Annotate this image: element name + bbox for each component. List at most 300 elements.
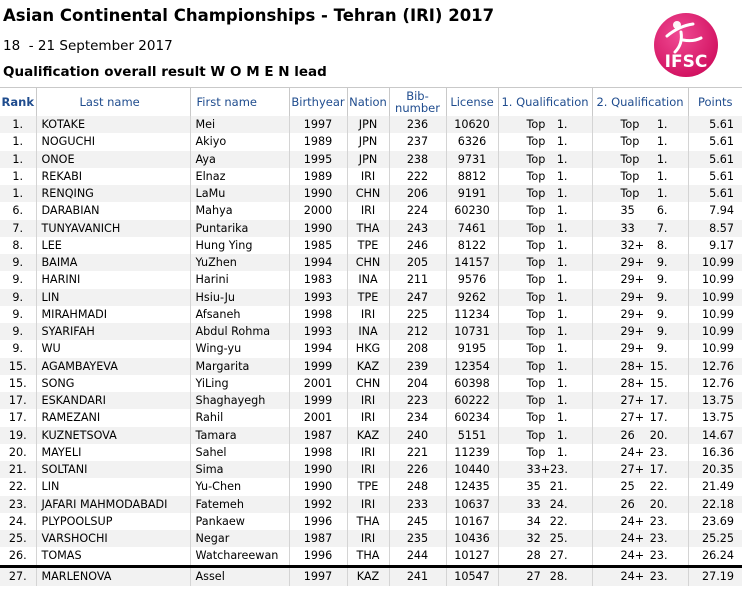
rank-cell: 9. — [0, 271, 36, 288]
points-cell: 22.18 — [688, 496, 742, 513]
birthyear-cell: 1996 — [289, 513, 347, 530]
qualification-1-cell — [498, 513, 592, 530]
qualification-rank: 17. — [649, 463, 668, 477]
bib-cell: 236 — [389, 116, 446, 133]
qualification-rank: 23. — [649, 532, 668, 546]
birthyear-cell: 1990 — [289, 461, 347, 478]
first-name-cell: Shaghayegh — [190, 392, 289, 409]
nation-cell: JPN — [347, 151, 389, 168]
qualification-rank: 15. — [649, 359, 668, 373]
rank-cell: 22. — [0, 478, 36, 495]
qualification-score: 26 — [620, 428, 635, 442]
last-name-cell: LIN — [36, 289, 190, 306]
license-cell: 10440 — [446, 461, 498, 478]
table-row — [0, 375, 742, 392]
rank-cell: 17. — [0, 392, 36, 409]
bib-cell: 233 — [389, 496, 446, 513]
bib-cell: 226 — [389, 461, 446, 478]
last-name-cell: RENQING — [36, 185, 190, 202]
last-name-cell: TOMAS — [36, 547, 190, 566]
table-row — [0, 427, 742, 444]
qualification-rank: 1. — [656, 135, 668, 149]
points-cell: 5.61 — [688, 151, 742, 168]
points-cell: 14.67 — [688, 427, 742, 444]
qualification-score: 28+ — [620, 359, 645, 373]
rank-cell: 23. — [0, 496, 36, 513]
points-cell: 10.99 — [688, 340, 742, 357]
nation-cell: KAZ — [347, 358, 389, 375]
qualification-score: 32+ — [620, 238, 645, 252]
nation-cell: JPN — [347, 116, 389, 133]
birthyear-cell: 1992 — [289, 496, 347, 513]
last-name-cell: JAFARI MAHMODABADI — [36, 496, 190, 513]
last-name-cell: VARSHOCHI — [36, 530, 190, 547]
birthyear-cell: 1996 — [289, 547, 347, 566]
last-name-cell: LIN — [36, 478, 190, 495]
license-cell: 12435 — [446, 478, 498, 495]
table-row — [0, 254, 742, 271]
qualification-rank: 9. — [656, 307, 668, 321]
qualification-2-cell — [592, 496, 688, 513]
last-name-cell: SOLTANI — [36, 461, 190, 478]
nation-cell: IRI — [347, 306, 389, 323]
qualification-score: Top — [526, 376, 546, 390]
rank-cell: 27. — [0, 566, 36, 586]
table-row — [0, 392, 742, 409]
last-name-cell: SONG — [36, 375, 190, 392]
last-name-cell: ONOE — [36, 151, 190, 168]
bib-cell: 211 — [389, 271, 446, 288]
license-cell: 9262 — [446, 289, 498, 306]
qualification-1-cell — [498, 254, 592, 271]
qualification-score: Top — [526, 411, 546, 425]
table-row — [0, 237, 742, 254]
first-name-cell: Puntarika — [190, 220, 289, 237]
table-row — [0, 340, 742, 357]
rank-cell: 21. — [0, 461, 36, 478]
bib-cell: 235 — [389, 530, 446, 547]
last-name-cell: SYARIFAH — [36, 323, 190, 340]
qualification-rank: 1. — [556, 394, 568, 408]
qualification-score: 26 — [620, 497, 635, 511]
bib-cell: 248 — [389, 478, 446, 495]
qualification-2-cell — [592, 409, 688, 426]
nation-cell: IRI — [347, 530, 389, 547]
license-cell: 8122 — [446, 237, 498, 254]
last-name-cell: MIRAHMADI — [36, 306, 190, 323]
bib-cell: 205 — [389, 254, 446, 271]
qualification-2-cell — [592, 566, 688, 586]
qualification-rank: 28. — [549, 570, 568, 583]
nation-cell: CHN — [347, 185, 389, 202]
birthyear-cell: 1990 — [289, 185, 347, 202]
license-cell: 10127 — [446, 547, 498, 566]
qualification-rank: 1. — [556, 445, 568, 459]
qualification-score: 27+ — [620, 411, 645, 425]
rank-cell: 7. — [0, 220, 36, 237]
table-row — [0, 185, 742, 202]
qualification-1-cell — [498, 306, 592, 323]
rank-cell: 25. — [0, 530, 36, 547]
qualification-rank: 1. — [556, 325, 568, 339]
qualification-rank: 1. — [556, 290, 568, 304]
qualification-2-cell — [592, 340, 688, 357]
table-row — [0, 220, 742, 237]
last-name-cell: PLYPOOLSUP — [36, 513, 190, 530]
bib-cell: 241 — [389, 566, 446, 586]
table-row — [0, 133, 742, 150]
rank-cell: 20. — [0, 444, 36, 461]
nation-cell: TPE — [347, 237, 389, 254]
qualification-2-cell — [592, 444, 688, 461]
birthyear-cell: 1993 — [289, 289, 347, 306]
nation-cell: CHN — [347, 254, 389, 271]
qualification-score: Top — [526, 118, 546, 132]
points-cell: 10.99 — [688, 289, 742, 306]
qualification-score: 27 — [526, 570, 541, 583]
event-dates: 18 - 21 September 2017 — [3, 38, 173, 54]
qualification-score: Top — [526, 394, 546, 408]
qualification-1-cell — [498, 133, 592, 150]
birthyear-cell: 1983 — [289, 271, 347, 288]
col-bib-number — [389, 88, 446, 117]
nation-cell: TPE — [347, 478, 389, 495]
rank-cell: 9. — [0, 306, 36, 323]
rank-cell: 15. — [0, 375, 36, 392]
birthyear-cell: 1998 — [289, 444, 347, 461]
rank-cell: 6. — [0, 202, 36, 219]
qualification-score: 32 — [526, 532, 541, 546]
license-cell: 5151 — [446, 427, 498, 444]
qualification-1-cell — [498, 340, 592, 357]
first-name-cell: Yu-Chen — [190, 478, 289, 495]
first-name-cell: Rahil — [190, 409, 289, 426]
rank-cell: 19. — [0, 427, 36, 444]
bib-cell: 238 — [389, 151, 446, 168]
qualification-rank: 1. — [556, 307, 568, 321]
qualification-rank: 9. — [656, 290, 668, 304]
birthyear-cell: 1998 — [289, 306, 347, 323]
points-cell: 25.25 — [688, 530, 742, 547]
rank-cell: 24. — [0, 513, 36, 530]
qualification-2-cell — [592, 133, 688, 150]
first-name-cell: YuZhen — [190, 254, 289, 271]
qualification-score: Top — [526, 325, 546, 339]
bib-cell: 204 — [389, 375, 446, 392]
qualification-score: 24+ — [620, 549, 645, 563]
first-name-cell: Mahya — [190, 202, 289, 219]
qualification-rank: 20. — [649, 497, 668, 511]
qualification-rank: 22. — [649, 480, 668, 494]
nation-cell: KAZ — [347, 566, 389, 586]
table-row — [0, 289, 742, 306]
qualification-rank: 1. — [556, 169, 568, 183]
points-cell: 21.49 — [688, 478, 742, 495]
qualification-rank: 1. — [556, 256, 568, 270]
col-points: Points — [688, 88, 742, 117]
nation-cell: IRI — [347, 444, 389, 461]
qualification-score: Top — [526, 428, 546, 442]
qualification-rank: 1. — [556, 411, 568, 425]
qualification-rank: 1. — [556, 221, 568, 235]
qualification-score: 29+ — [620, 342, 645, 356]
qualification-score: 24+ — [620, 570, 645, 583]
qualification-rank: 1. — [656, 118, 668, 132]
first-name-cell: Tamara — [190, 427, 289, 444]
qualification-1-cell — [498, 358, 592, 375]
col-qualification-1: 1. Qualification — [498, 88, 592, 117]
table-header-row — [0, 88, 742, 117]
qualification-rank: 1. — [556, 118, 568, 132]
qualification-score: 24+ — [620, 514, 645, 528]
bib-cell: 212 — [389, 323, 446, 340]
table-row — [0, 513, 742, 530]
qualification-score: Top — [526, 135, 546, 149]
qualification-1-cell — [498, 375, 592, 392]
qualification-rank: 1. — [556, 187, 568, 201]
license-cell: 12354 — [446, 358, 498, 375]
first-name-cell: Afsaneh — [190, 306, 289, 323]
last-name-cell: MAYELI — [36, 444, 190, 461]
qualification-rank: 23. — [649, 570, 668, 583]
qualification-1-cell — [498, 547, 592, 566]
qualification-score: Top — [620, 118, 640, 132]
birthyear-cell: 1994 — [289, 254, 347, 271]
rank-cell: 9. — [0, 254, 36, 271]
last-name-cell: WU — [36, 340, 190, 357]
qualification-1-cell — [498, 461, 592, 478]
birthyear-cell: 1990 — [289, 220, 347, 237]
qualification-rank: 1. — [556, 342, 568, 356]
points-cell: 5.61 — [688, 168, 742, 185]
qualification-score: Top — [526, 445, 546, 459]
last-name-cell: REKABI — [36, 168, 190, 185]
bib-cell: 245 — [389, 513, 446, 530]
qualification-1-cell — [498, 271, 592, 288]
qualification-rank: 1. — [556, 428, 568, 442]
qualification-score: Top — [526, 307, 546, 321]
rank-cell: 26. — [0, 547, 36, 566]
points-cell: 10.99 — [688, 254, 742, 271]
birthyear-cell: 1989 — [289, 133, 347, 150]
nation-cell: IRI — [347, 461, 389, 478]
results-table — [0, 87, 742, 586]
first-name-cell: Watchareewan — [190, 547, 289, 566]
qualification-2-cell — [592, 306, 688, 323]
qualification-rank: 1. — [656, 152, 668, 166]
bib-cell: 206 — [389, 185, 446, 202]
qualification-rank: 27. — [549, 549, 568, 563]
nation-cell: IRI — [347, 168, 389, 185]
license-cell: 60234 — [446, 409, 498, 426]
qualification-score: 27+ — [620, 463, 645, 477]
qualification-score: 25 — [620, 480, 635, 494]
first-name-cell: YiLing — [190, 375, 289, 392]
table-row — [0, 461, 742, 478]
points-cell: 16.36 — [688, 444, 742, 461]
last-name-cell: MARLENOVA — [36, 566, 190, 586]
first-name-cell: Sima — [190, 461, 289, 478]
rank-cell: 1. — [0, 185, 36, 202]
birthyear-cell: 1994 — [289, 340, 347, 357]
bib-cell: 239 — [389, 358, 446, 375]
qualification-rank: 25. — [549, 532, 568, 546]
last-name-cell: KUZNETSOVA — [36, 427, 190, 444]
license-cell: 9195 — [446, 340, 498, 357]
points-cell: 5.61 — [688, 133, 742, 150]
qualification-2-cell — [592, 202, 688, 219]
last-name-cell: AGAMBAYEVA — [36, 358, 190, 375]
qualification-2-cell — [592, 513, 688, 530]
points-cell: 10.99 — [688, 323, 742, 340]
qualification-score: 28 — [526, 549, 541, 563]
qualification-rank: 9. — [656, 325, 668, 339]
license-cell: 6326 — [446, 133, 498, 150]
license-cell: 7461 — [446, 220, 498, 237]
qualification-rank: 1. — [556, 135, 568, 149]
first-name-cell: Margarita — [190, 358, 289, 375]
col-qualification-2: 2. Qualification — [592, 88, 688, 117]
table-row — [0, 151, 742, 168]
rank-cell: 15. — [0, 358, 36, 375]
last-name-cell: KOTAKE — [36, 116, 190, 133]
page-title: Asian Continental Championships - Tehran (IRI) 2017 — [3, 6, 495, 25]
last-name-cell: TUNYAVANICH — [36, 220, 190, 237]
qualification-score: 28+ — [620, 376, 645, 390]
qualification-2-cell — [592, 323, 688, 340]
bib-cell: 246 — [389, 237, 446, 254]
last-name-cell: DARABIAN — [36, 202, 190, 219]
qualification-1-cell — [498, 530, 592, 547]
points-cell: 12.76 — [688, 375, 742, 392]
qualification-rank: 17. — [649, 394, 668, 408]
rank-cell: 1. — [0, 133, 36, 150]
nation-cell: KAZ — [347, 427, 389, 444]
license-cell: 60398 — [446, 375, 498, 392]
rank-cell: 1. — [0, 116, 36, 133]
qualification-1-cell — [498, 444, 592, 461]
first-name-cell: Hung Ying — [190, 237, 289, 254]
qualification-2-cell — [592, 185, 688, 202]
points-cell: 5.61 — [688, 185, 742, 202]
qualification-rank: 1. — [656, 169, 668, 183]
qualification-rank: 15. — [649, 376, 668, 390]
first-name-cell: Sahel — [190, 444, 289, 461]
nation-cell: THA — [347, 220, 389, 237]
first-name-cell: Harini — [190, 271, 289, 288]
table-row — [0, 547, 742, 566]
nation-cell: JPN — [347, 133, 389, 150]
rank-cell: 1. — [0, 151, 36, 168]
qualification-rank: 6. — [656, 204, 668, 218]
qualification-score: 35 — [526, 480, 541, 494]
license-cell: 9731 — [446, 151, 498, 168]
last-name-cell: RAMEZANI — [36, 409, 190, 426]
qualification-2-cell — [592, 220, 688, 237]
table-row — [0, 271, 742, 288]
qualification-1-cell — [498, 185, 592, 202]
rank-cell: 1. — [0, 168, 36, 185]
qualification-rank: 1. — [556, 359, 568, 373]
qualification-rank: 7. — [656, 221, 668, 235]
bib-cell: 247 — [389, 289, 446, 306]
nation-cell: THA — [347, 513, 389, 530]
nation-cell: TPE — [347, 289, 389, 306]
rank-cell: 8. — [0, 237, 36, 254]
qualification-score: 24+ — [620, 532, 645, 546]
license-cell: 10547 — [446, 566, 498, 586]
first-name-cell: Negar — [190, 530, 289, 547]
qualification-score: 29+ — [620, 307, 645, 321]
last-name-cell: ESKANDARI — [36, 392, 190, 409]
qualification-1-cell — [498, 168, 592, 185]
table-row — [0, 409, 742, 426]
qualification-score: 35 — [620, 204, 635, 218]
qualification-score: 29+ — [620, 256, 645, 270]
first-name-cell: Akiyo — [190, 133, 289, 150]
first-name-cell: LaMu — [190, 185, 289, 202]
table-row — [0, 358, 742, 375]
qualification-score: 29+ — [620, 273, 645, 287]
birthyear-cell: 2001 — [289, 375, 347, 392]
license-cell: 9576 — [446, 271, 498, 288]
result-subtitle: Qualification overall result W O M E N lead — [3, 64, 327, 80]
nation-cell: CHN — [347, 375, 389, 392]
points-cell: 12.76 — [688, 358, 742, 375]
license-cell: 10167 — [446, 513, 498, 530]
points-cell: 23.69 — [688, 513, 742, 530]
qualification-score: Top — [526, 342, 546, 356]
qualification-1-cell — [498, 289, 592, 306]
table-row — [0, 323, 742, 340]
bib-cell: 234 — [389, 409, 446, 426]
qualification-rank: 24. — [549, 497, 568, 511]
qualification-rank: 20. — [649, 428, 668, 442]
first-name-cell: Hsiu-Ju — [190, 289, 289, 306]
ifsc-logo-icon — [653, 12, 719, 78]
qualification-rank: 21. — [549, 480, 568, 494]
bib-cell: 244 — [389, 547, 446, 566]
qualification-score: Top — [526, 187, 546, 201]
qualification-rank: 1. — [556, 238, 568, 252]
col-birthyear: Birthyear — [289, 88, 347, 117]
qualification-2-cell — [592, 168, 688, 185]
nation-cell: THA — [347, 547, 389, 566]
qualification-2-cell — [592, 461, 688, 478]
nation-cell: INA — [347, 271, 389, 288]
first-name-cell: Elnaz — [190, 168, 289, 185]
qualification-score: Top — [620, 169, 640, 183]
nation-cell: IRI — [347, 496, 389, 513]
qualification-2-cell — [592, 547, 688, 566]
qualification-rank: 1. — [556, 376, 568, 390]
license-cell: 10620 — [446, 116, 498, 133]
qualification-rank: 23. — [649, 445, 668, 459]
col-nation: Nation — [347, 88, 389, 117]
qualification-score: 24+ — [620, 445, 645, 459]
logo-text: IFSC — [664, 52, 708, 72]
rank-cell: 17. — [0, 409, 36, 426]
birthyear-cell: 1990 — [289, 478, 347, 495]
qualification-1-cell — [498, 151, 592, 168]
qualification-score: Top — [526, 359, 546, 373]
last-name-cell: HARINI — [36, 271, 190, 288]
col-last-name: Last name — [36, 88, 190, 117]
first-name-cell: Wing-yu — [190, 340, 289, 357]
qualification-1-cell — [498, 237, 592, 254]
table-row — [0, 496, 742, 513]
first-name-cell: Mei — [190, 116, 289, 133]
